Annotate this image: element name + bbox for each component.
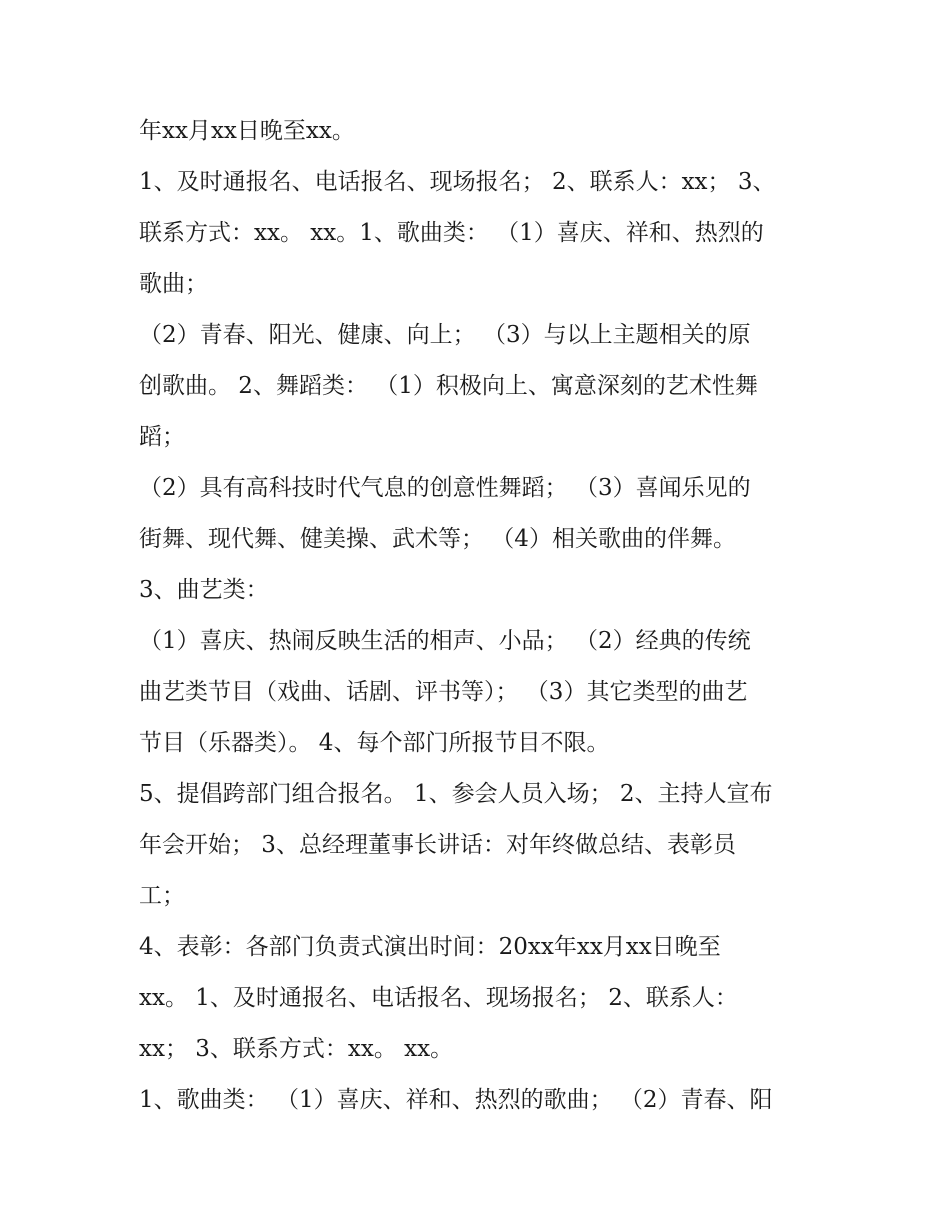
text-line: 年会开始； 3、总经理董事长讲话：对年终做总结、表彰员: [139, 832, 736, 858]
text-line: 歌曲；: [139, 271, 208, 297]
text-line: 5、提倡跨部门组合报名。 1、参会人员入场； 2、主持人宣布: [139, 781, 773, 807]
text-line: 1、歌曲类： （1）喜庆、祥和、热烈的歌曲； （2）青春、阳: [139, 1087, 773, 1113]
text-line: 工；: [139, 883, 185, 909]
text-line: 节目（乐器类）。 4、每个部门所报节目不限。: [139, 730, 610, 756]
text-line: xx； 3、联系方式：xx。 xx。: [139, 1036, 454, 1062]
text-line: 年xx月xx日晚至xx。: [139, 118, 355, 144]
text-line: 4、表彰：各部门负责式演出时间：20xx年xx月xx日晚至: [139, 934, 721, 960]
text-line: 1、及时通报名、电话报名、现场报名； 2、联系人：xx； 3、: [139, 169, 776, 195]
text-line: （2）具有高科技时代气息的创意性舞蹈； （3）喜闻乐见的: [139, 475, 751, 501]
text-line: 创歌曲。 2、舞蹈类： （1）积极向上、寓意深刻的艺术性舞: [139, 373, 758, 399]
text-line: 曲艺类节目（戏曲、话剧、评书等）； （3）其它类型的曲艺: [139, 679, 748, 705]
document-body: [139, 106, 819, 1126]
text-line: 蹈；: [139, 424, 185, 450]
text-line: 3、曲艺类：: [139, 577, 269, 603]
text-line: （1）喜庆、热闹反映生活的相声、小品； （2）经典的传统: [139, 628, 751, 654]
text-line: 街舞、现代舞、健美操、武术等； （4）相关歌曲的伴舞。: [139, 526, 736, 552]
text-line: xx。 1、及时通报名、电话报名、现场报名； 2、联系人：: [139, 985, 738, 1011]
text-line: 联系方式：xx。 xx。1、歌曲类： （1）喜庆、祥和、热烈的: [139, 220, 764, 246]
text-line: （2）青春、阳光、健康、向上； （3）与以上主题相关的原: [139, 322, 751, 348]
